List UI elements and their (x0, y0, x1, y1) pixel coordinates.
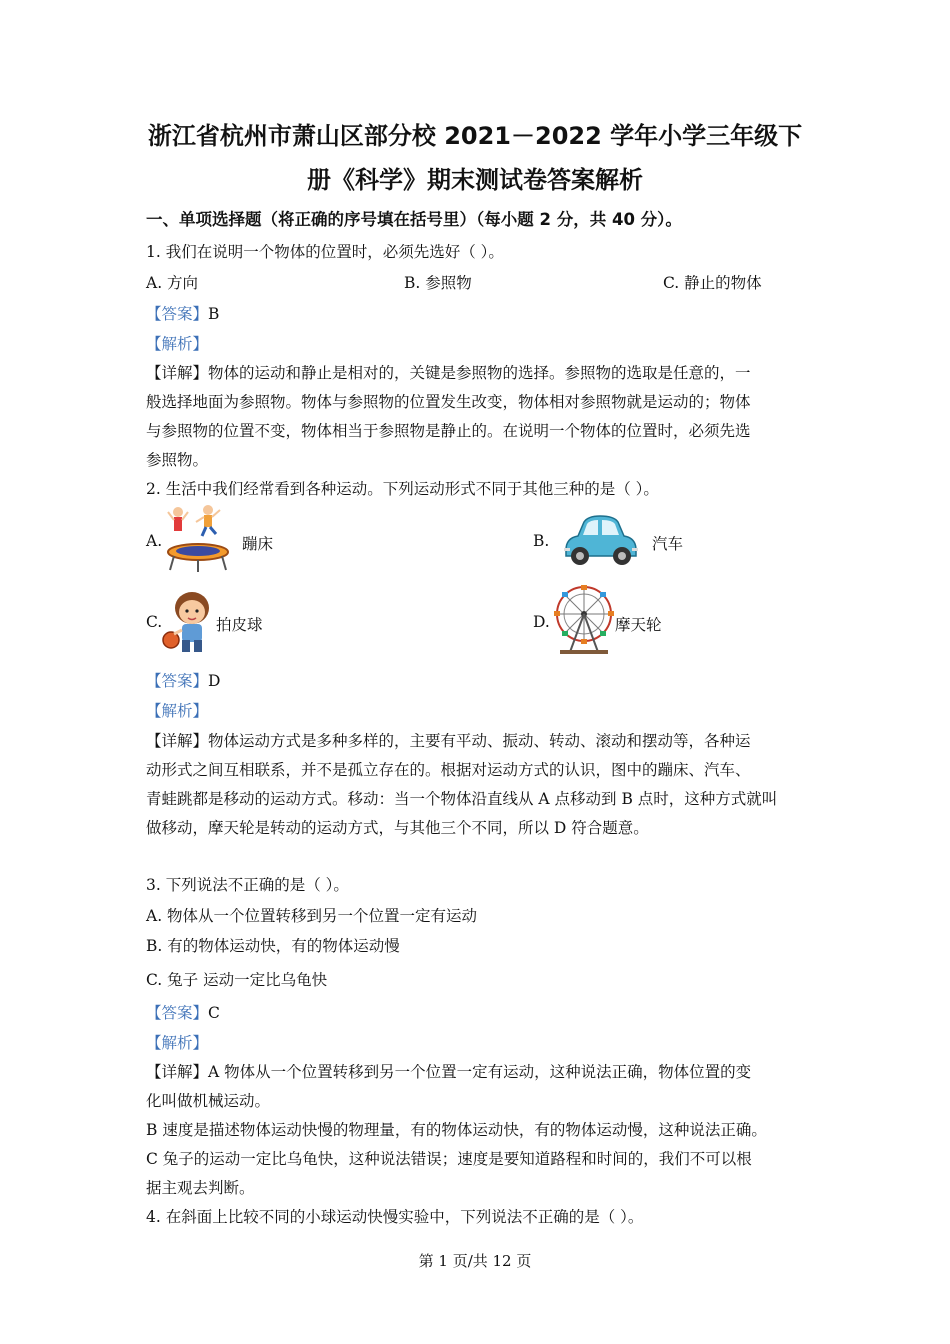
q2-analysis-tag: 【解析】 (146, 702, 209, 720)
q2-option-b-letter: B. (533, 532, 550, 550)
q3-option-a: A. 物体从一个位置转移到另一个位置一定有运动 (146, 907, 478, 925)
q3-detail-line-4: C 兔子的运动一定比乌龟快，这种说法错误；速度是要知道路程和时间的，我们不可以根 (146, 1150, 752, 1168)
q2-answer-value: D (208, 672, 221, 690)
q1-analysis-tag: 【解析】 (146, 335, 209, 353)
q1-option-c: C. 静止的物体 (663, 274, 762, 292)
page-footer: 第 1 页/共 12 页 (418, 1252, 532, 1270)
q1-answer-value: B (208, 305, 220, 323)
q3-option-c: C. 兔子 运动一定比乌龟快 (146, 971, 328, 989)
q2-detail-text-1: 物体运动方式是多种多样的，主要有平动、振动、转动、滚动和摆动等，各种运 (208, 732, 751, 750)
q3-option-b: B. 有的物体运动快，有的物体运动慢 (146, 937, 400, 955)
q1-detail-line-3: 与参照物的位置不变，物体相当于参照物是静止的。在说明一个物体的位置时，必须先选 (146, 422, 751, 440)
q2-option-d-label: 摩天轮 (615, 616, 662, 634)
q2-detail-tag: 【详解】 (146, 732, 209, 750)
q3-detail-line-2: 化叫做机械运动。 (146, 1092, 271, 1110)
q1-option-b: B. 参照物 (404, 274, 472, 292)
q3-analysis-tag: 【解析】 (146, 1034, 209, 1052)
q3-detail-line-1 (146, 1060, 751, 1082)
q3-detail-line-5: 据主观去判断。 (146, 1179, 255, 1197)
q1-detail-line-4: 参照物。 (146, 451, 209, 469)
q3-detail-line-3: B 速度是描述物体运动快慢的物理量，有的物体运动快，有的物体运动慢，这种说法正确。 (146, 1121, 767, 1139)
q2-option-c-label: 拍皮球 (216, 616, 263, 634)
q2-detail-line-4: 做移动，摩天轮是转动的运动方式，与其他三个不同，所以 D 符合题意。 (146, 819, 649, 837)
q1-stem: 1. 我们在说明一个物体的位置时，必须先选好（ ）。 (146, 243, 504, 261)
q2-option-a-letter: A. (146, 532, 163, 550)
q2-option-b-label: 汽车 (652, 535, 684, 553)
q3-stem: 3. 下列说法不正确的是（ ）。 (146, 876, 349, 894)
q1-answer (146, 302, 219, 324)
q1-detail-tag: 【详解】 (146, 364, 209, 382)
q3-answer-value: C (208, 1004, 220, 1022)
q3-detail-tag: 【详解】 (146, 1063, 209, 1081)
q3-answer (146, 1001, 220, 1023)
page-title-line-1: 浙江省杭州市萧山区部分校 2021－2022 学年小学三年级下 (147, 122, 803, 150)
q1-answer-tag: 【答案】 (146, 305, 209, 323)
q2-option-c-letter: C. (146, 613, 163, 631)
q1-detail-line-1 (146, 361, 751, 383)
q1-detail-text-1: 物体的运动和静止是相对的，关键是参照物的选择。参照物的选取是任意的，一 (208, 364, 751, 382)
ball-bouncing-child-icon (160, 588, 216, 656)
q2-option-a-label: 蹦床 (242, 535, 274, 553)
q2-detail-line-1 (146, 729, 751, 751)
q2-option-d-letter: D. (533, 613, 550, 631)
q3-detail-text-1: A 物体从一个位置转移到另一个位置一定有运动，这种说法正确，物体位置的变 (208, 1063, 752, 1081)
q1-option-a: A. 方向 (146, 274, 199, 292)
ferris-wheel-icon (552, 584, 616, 656)
trampoline-icon (160, 502, 236, 574)
q3-answer-tag: 【答案】 (146, 1004, 209, 1022)
q1-detail-line-2: 般选择地面为参照物。物体与参照物的位置发生改变，物体相对参照物就是运动的；物体 (146, 393, 751, 411)
car-icon (560, 512, 640, 570)
q2-detail-line-3: 青蛙跳都是移动的运动方式。移动：当一个物体沿直线从 A 点移动到 B 点时，这种方式就叫 (146, 790, 778, 808)
q2-answer-tag: 【答案】 (146, 672, 209, 690)
section-heading: 一、单项选择题（将正确的序号填在括号里）（每小题 2 分，共 40 分）。 (146, 210, 682, 229)
q4-stem: 4. 在斜面上比较不同的小球运动快慢实验中，下列说法不正确的是（ ）。 (146, 1208, 644, 1226)
page-title-line-2: 册《科学》期末测试卷答案解析 (307, 166, 643, 194)
q2-detail-line-2: 动形式之间互相联系，并不是孤立存在的。根据对运动方式的认识，图中的蹦床、汽车、 (146, 761, 751, 779)
q2-answer (146, 669, 220, 691)
q2-stem: 2. 生活中我们经常看到各种运动。下列运动形式不同于其他三种的是（ ）。 (146, 480, 659, 498)
